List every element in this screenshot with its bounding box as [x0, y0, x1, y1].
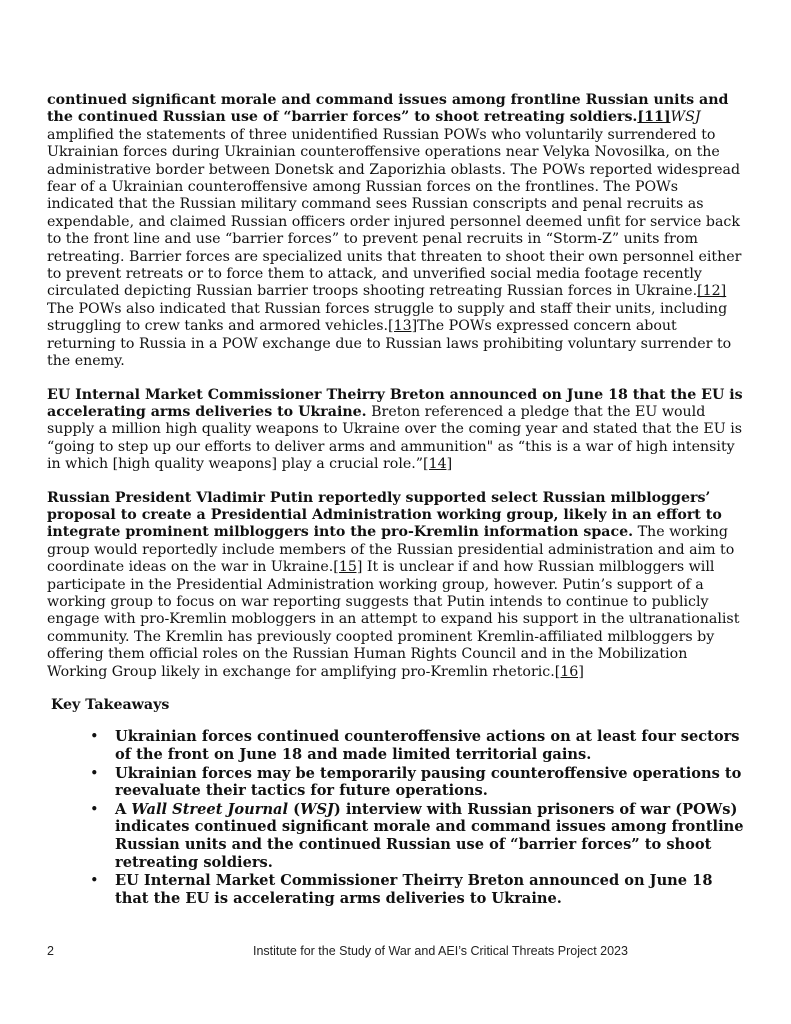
key-takeaways-heading: Key Takeaways — [51, 697, 170, 713]
bullet-icon: • — [90, 764, 99, 782]
page-number: 2 — [47, 944, 54, 958]
footnote-ref-15[interactable]: [15] — [333, 559, 363, 576]
paragraph-pows-lead: continued significant morale and command issues among frontline Russian units and the continued Russian use of “barrier forces” to shoot retreating soldiers. — [47, 92, 729, 126]
list-item — [90, 872, 747, 907]
list-item — [90, 800, 747, 871]
wsj-abbr: WSJ — [300, 800, 334, 818]
paragraph-eu-lead: EU Internal Market Commissioner Theirry Breton announced on June 18 that the EU is accelerating arms deliveries to Ukraine. — [47, 386, 743, 420]
footnote-ref-12[interactable]: [12] — [697, 283, 727, 300]
footer-org: Institute for the Study of War and AEI’s Critical Threats Project 2023 — [253, 944, 628, 958]
bullet-icon: • — [90, 872, 99, 890]
paragraph-pows-text-1: amplified the statements of three unidentified Russian POWs who voluntarily surrendered to Ukrainian forces during Ukrainian counteroffensive operations near Velyka Novosilka, on the administrative border between Donetsk and Zaporizhia oblasts. The POWs reported widespread fear of a Ukrainian counteroffensive among Russian forces on the frontlines. The POWs indicated that the Russian military command sees Russian conscripts and penal recruits as expendable, and claimed Russian officers order injured personnel deemed unfit for service back to the front line and use “barrier forces” to prevent penal recruits in “Storm-Z” units from retreating. Barrier forces are specialized units that threaten to shoot their own personnel either to prevent retreats or to force them to attack, and unverified social media footage recently circulated depicting Russian barrier troops shooting retreating Russian forces in Ukraine. — [47, 126, 742, 300]
list-item — [90, 764, 747, 800]
list-item — [90, 728, 747, 763]
paragraph-eu-text: Breton referenced a pledge that the EU would supply a million high quality weapons to Ukraine over the coming year and stated that the EU is “going to step up our efforts to deliver arms and ammunition" as “this is a war of high intensity in which [high quality weapons] play a crucial role.” — [47, 403, 743, 473]
paragraph-putin-milbloggers — [47, 490, 747, 681]
key-takeaways-list — [47, 728, 747, 907]
paragraph-pows-text-3: The POWs expressed concern about returning to Russia in a POW exchange due to Russian laws prohibiting voluntary surrender to the enemy. — [47, 318, 732, 370]
takeaway-text-a: A — [115, 800, 132, 818]
paragraph-eu-breton — [47, 387, 747, 474]
page-content — [47, 92, 747, 908]
footnote-ref-13[interactable]: [13] — [388, 318, 418, 335]
takeaway-text-c: ) interview with Russian prisoners of war (POWs) indicates continued significant morale and command issues among frontline Russian units and the continued Russian use of “barrier forces” to shoot retreating soldiers. — [115, 800, 744, 871]
wsj-name: Wall Street Journal — [131, 800, 289, 818]
takeaway-text: Ukrainian forces continued counteroffensive actions on at least four sectors of the front on June 18 and made limited territorial gains. — [115, 728, 740, 763]
bullet-icon: • — [90, 728, 99, 746]
footnote-ref-16[interactable]: [16] — [554, 663, 584, 680]
paragraph-pows-text-2: The POWs also indicated that Russian forces struggle to supply and staff their units, including struggling to crew tanks and armored vehicles. — [47, 300, 728, 335]
takeaway-text: EU Internal Market Commissioner Theirry Breton announced on June 18 that the EU is accelerating arms deliveries to Ukraine. — [115, 872, 713, 907]
wsj-abbr: WSJ — [670, 109, 701, 126]
paragraph-putin-lead: Russian President Vladimir Putin reportedly supported select Russian milbloggers’ proposal to create a Presidential Administration working group, likely in an effort to integrate prominent milbloggers into the pro-Kremlin information space. — [47, 489, 722, 541]
takeaway-text: Ukrainian forces may be temporarily pausing counteroffensive operations to reevaluate their tactics for future operations. — [115, 764, 742, 800]
bullet-icon: • — [90, 800, 99, 818]
footnote-ref-14[interactable]: [14] — [423, 456, 453, 473]
footnote-ref-11[interactable]: [11] — [637, 109, 671, 126]
paragraph-putin-text-2: It is unclear if and how Russian milbloggers will participate in the Presidential Administration working group, however. Putin’s support of a working group to focus on war reporting suggests that Putin intends to continue to publicly engage with pro-Kremlin mobloggers in an attempt to expand his support in the ultranationalist community. The Kremlin has previously coopted prominent Kremlin-affiliated milbloggers by offering them official roles on the Russian Human Rights Council and in the Mobilization Working Group likely in exchange for amplifying pro-Kremlin rhetoric. — [47, 559, 740, 680]
paragraph-putin-text-1: The working group would reportedly include members of the Russian presidential administration and aim to coordinate ideas on the war in Ukraine. — [47, 524, 735, 576]
takeaway-text-b: ( — [288, 800, 301, 818]
paragraph-pows — [47, 92, 747, 371]
